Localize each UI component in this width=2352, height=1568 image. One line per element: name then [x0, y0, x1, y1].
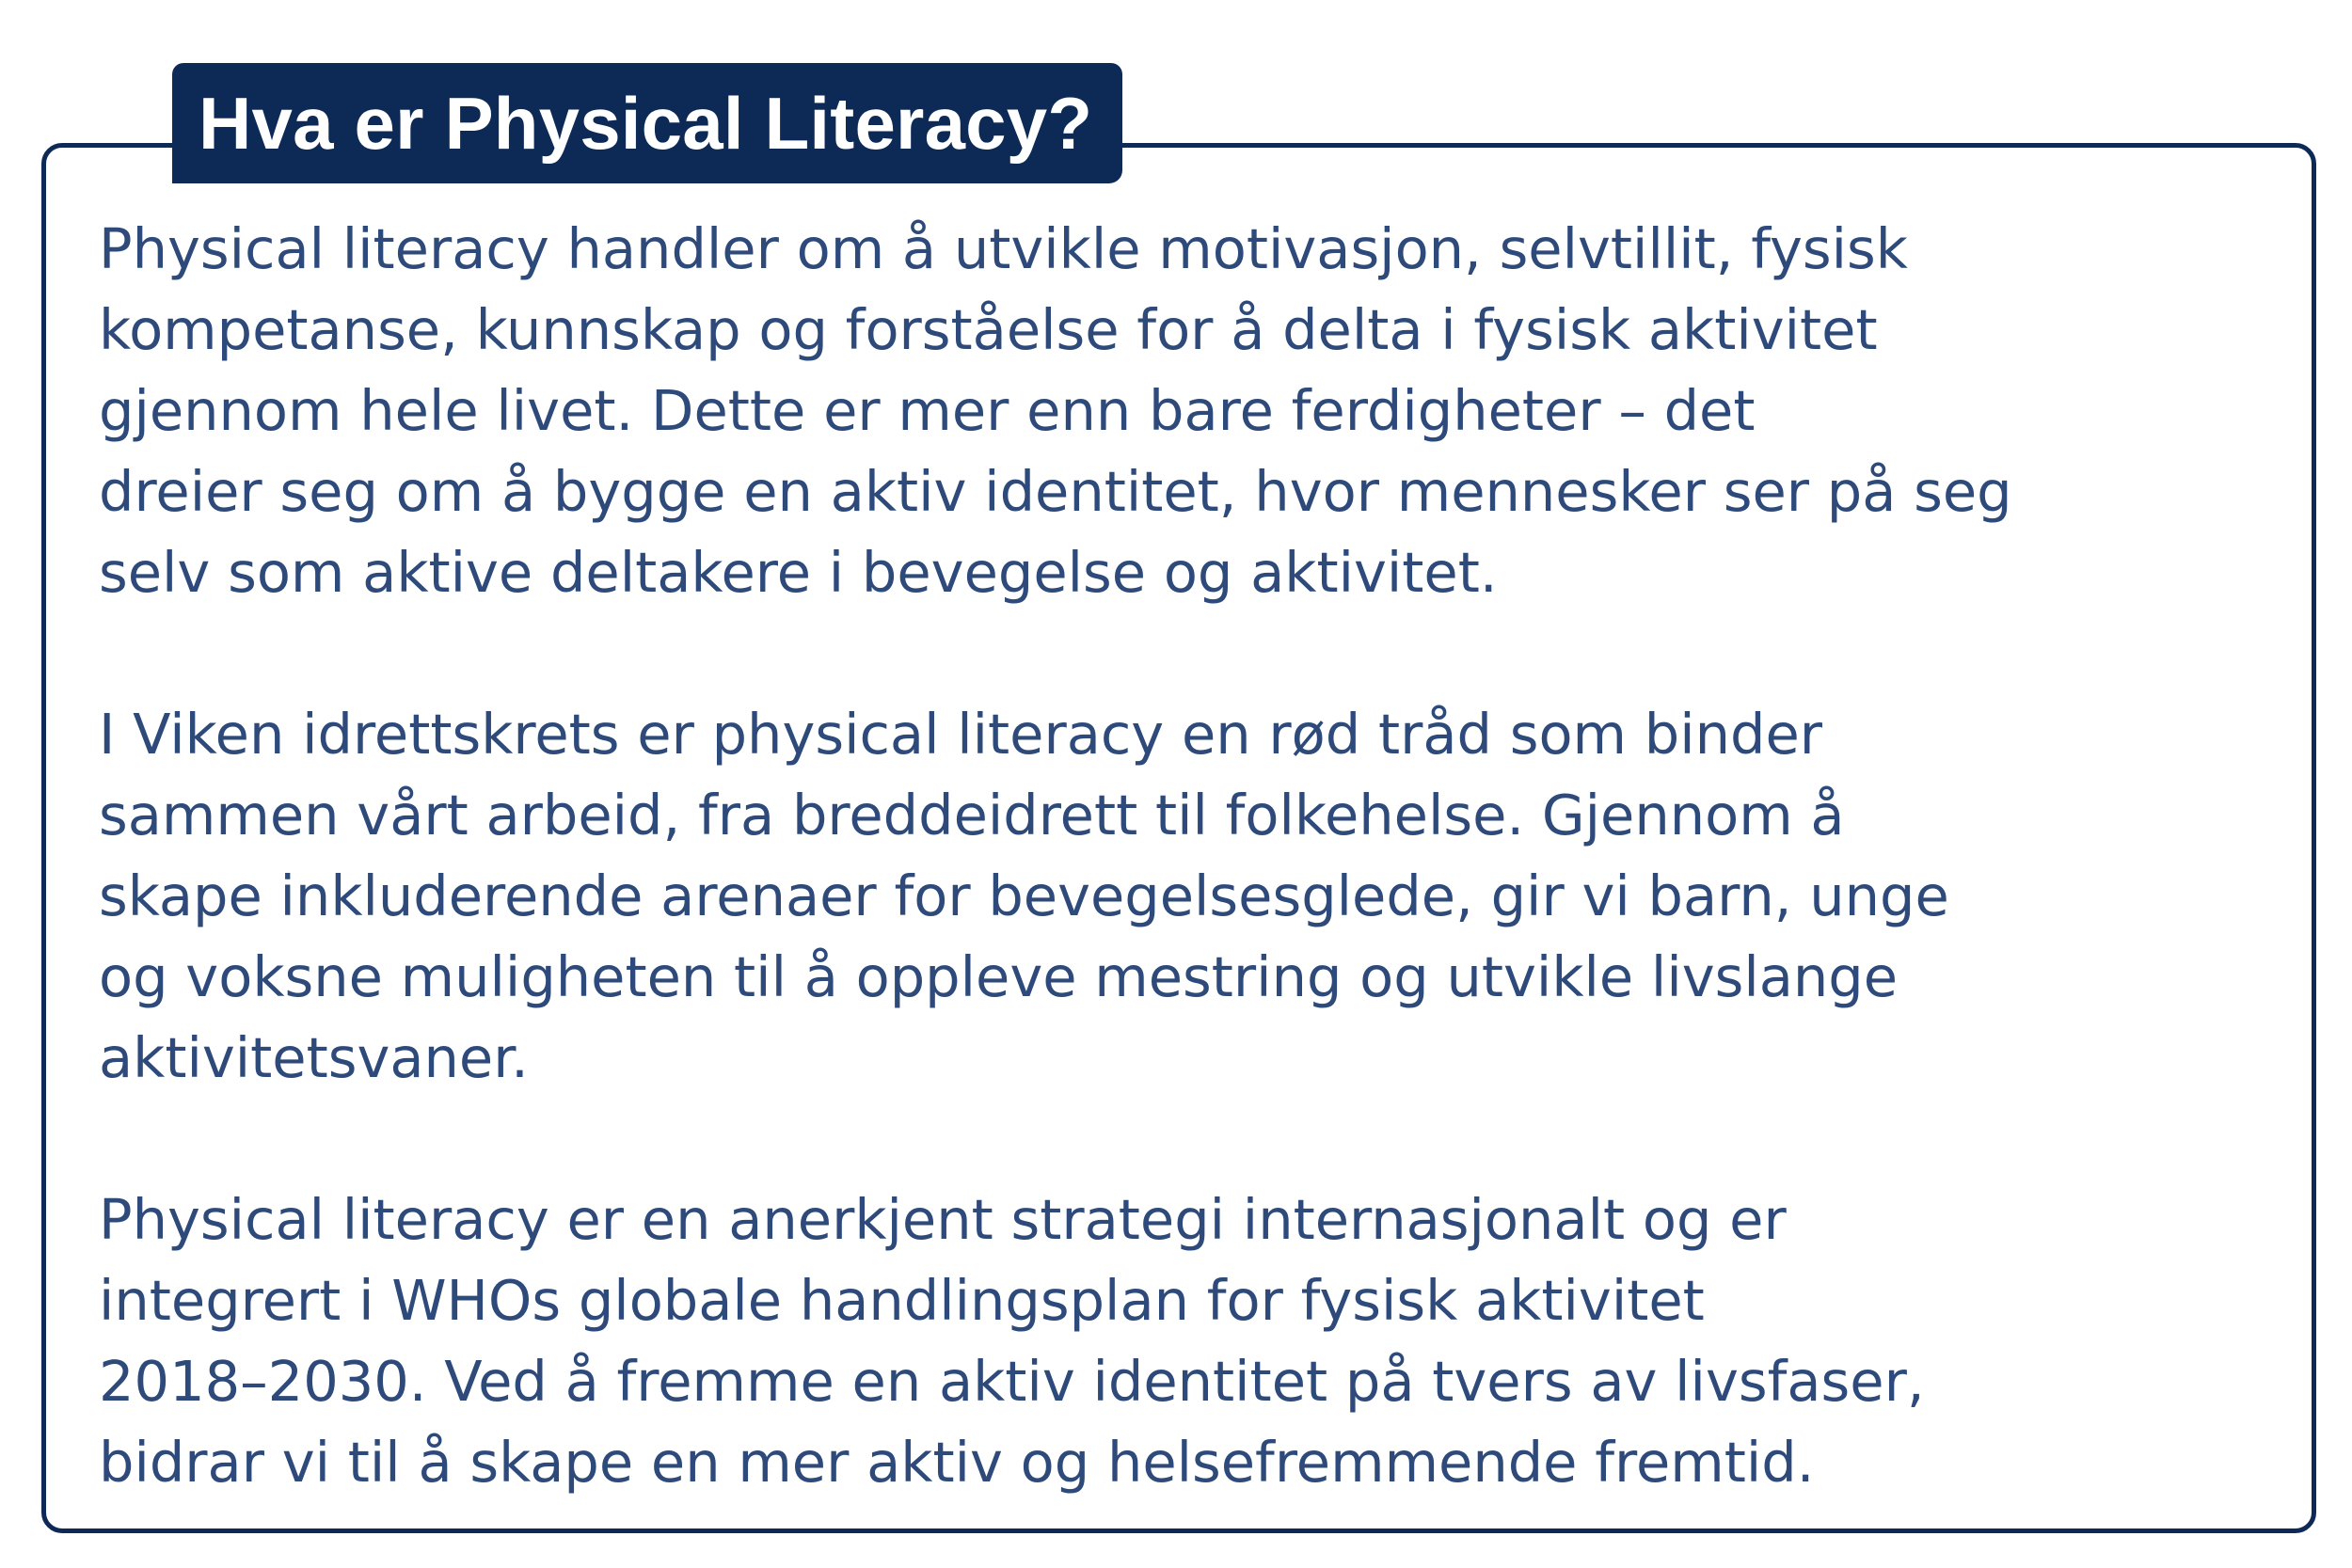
paragraph-who: Physical literacy er en anerkjent strategi internasjonalt og er integrert i WHOs globale handlingsplan for fysisk aktivitet 2018–2030. Ved å fremme en aktiv identitet på tvers av livsfaser, bidrar vi til å skape en mer aktiv og helsefremmende fremtid.	[99, 1187, 1925, 1495]
card-title-tab	[172, 63, 1122, 183]
card-title: Hva er Physical Literacy?	[199, 81, 1093, 165]
paragraph-intro: Physical literacy handler om å utvikle motivasjon, selvtillit, fysisk kompetanse, kunnskap og forståelse for å delta i fysisk aktivitet gjennom hele livet. Dette er mer enn bare ferdigheter – det dreier seg om å bygge en aktiv identitet, hvor mennesker ser på seg selv som aktive deltakere i bevegelse og aktivitet.	[99, 216, 2012, 605]
paragraph-viken: I Viken idrettskrets er physical literacy en rød tråd som binder sammen vårt arbeid, fra breddeidrett til folkehelse. Gjennom å skape inkluderende arenaer for bevegelsesglede, gir vi barn, unge og voksne muligheten til å oppleve mestring og utvikle livslange aktivitetsvaner.	[99, 702, 1949, 1090]
card-body	[99, 209, 2291, 1503]
